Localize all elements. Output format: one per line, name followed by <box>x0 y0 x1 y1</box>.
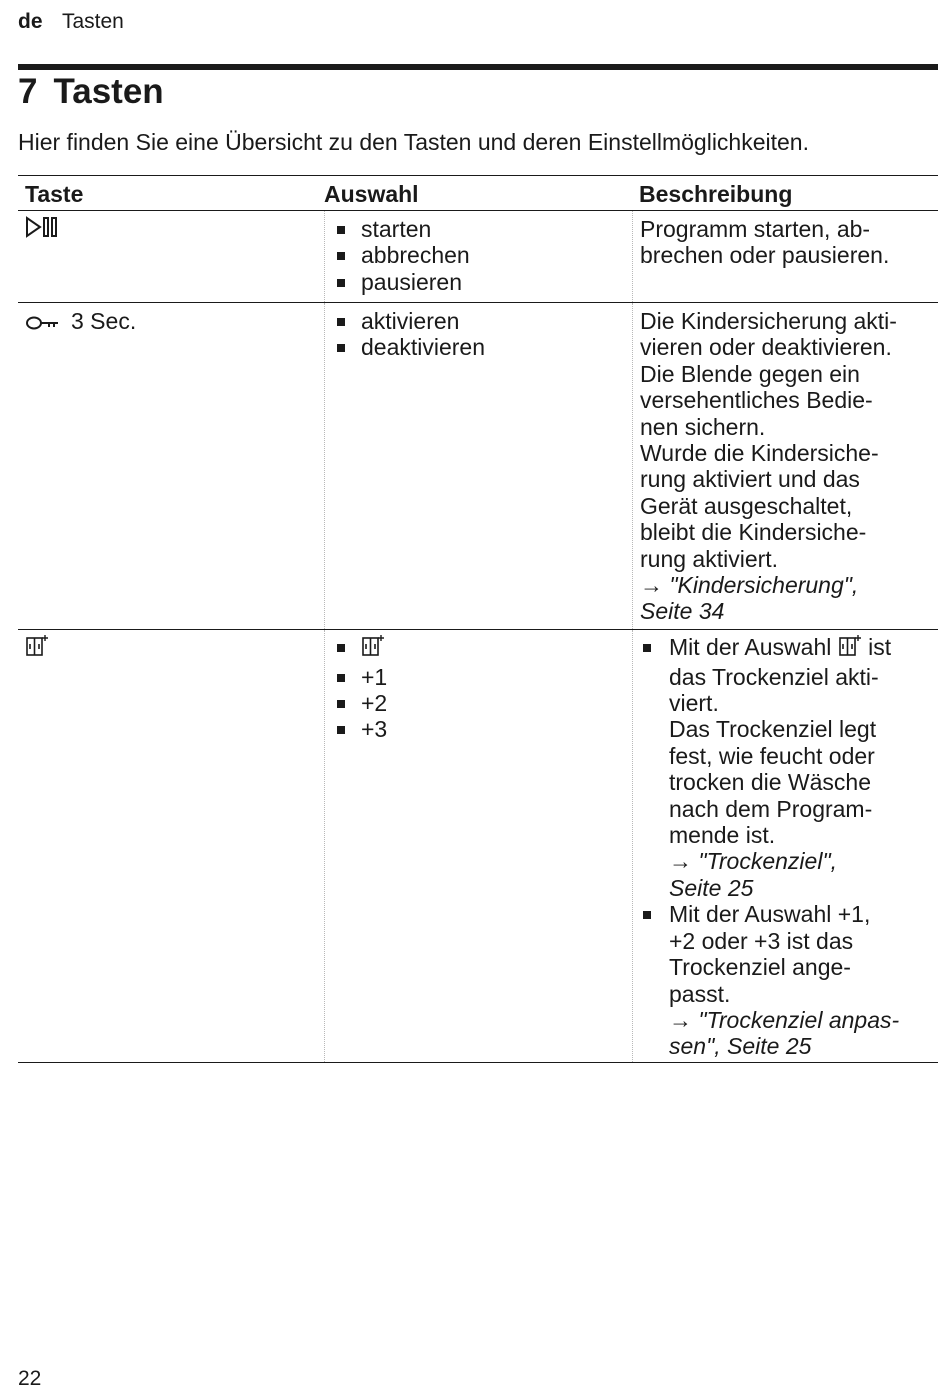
desc-line: fest, wie feucht oder <box>669 742 875 769</box>
selection-cell <box>324 630 632 1062</box>
desc-line: versehentliches Bedie- <box>640 387 873 414</box>
header-section-title: Tasten <box>61 10 124 33</box>
cross-reference-link[interactable]: → "Trockenziel", <box>669 848 837 875</box>
cross-reference-link[interactable]: sen", Seite 25 <box>669 1033 812 1060</box>
list-item <box>640 634 938 901</box>
description-cell <box>632 211 938 302</box>
desc-line: Wurde die Kindersiche- <box>640 440 879 467</box>
desc-line: Die Kindersicherung akti- <box>640 308 897 334</box>
header-description: Beschreibung <box>639 181 793 207</box>
cross-reference-link[interactable]: → "Trockenziel anpas- <box>669 1006 900 1033</box>
running-header <box>18 9 124 35</box>
desc-text: ist <box>868 634 892 660</box>
list-item: pausieren <box>325 269 632 295</box>
table-row <box>18 630 938 1063</box>
list-item: +2 <box>325 690 632 716</box>
header-key: Taste <box>25 181 84 207</box>
list-item: +3 <box>325 716 632 742</box>
desc-line: Programm starten, ab- <box>640 216 871 242</box>
chapter-heading <box>18 70 164 114</box>
list-item: aktivieren <box>325 308 632 334</box>
desc-line: passt. <box>669 980 731 1007</box>
dry-target-icon <box>361 634 385 663</box>
table-row <box>18 303 938 630</box>
desc-text: Mit der Auswahl <box>669 634 832 660</box>
selection-cell <box>324 303 632 629</box>
language-code: de <box>18 10 43 33</box>
keys-table <box>18 175 938 1063</box>
desc-line: Trockenziel ange- <box>669 954 851 981</box>
desc-line: Mit der Auswahl +1, <box>669 901 871 928</box>
selection-cell <box>324 211 632 302</box>
chapter-title: Tasten <box>53 72 164 111</box>
desc-line: +2 oder +3 ist das <box>669 927 854 954</box>
desc-line: brechen oder pausieren. <box>640 242 890 269</box>
desc-line: rung aktiviert und das <box>640 466 860 493</box>
key-icon <box>25 310 61 336</box>
list-item: abbrechen <box>325 242 632 268</box>
key-cell <box>18 211 324 302</box>
key-cell <box>18 630 324 1062</box>
desc-line: nen sichern. <box>640 413 766 440</box>
desc-line: trocken die Wäsche <box>669 769 871 796</box>
description-cell <box>632 303 938 629</box>
cross-reference-link[interactable]: → "Kindersicherung", <box>640 572 859 599</box>
dry-target-icon <box>25 634 49 663</box>
table-header-row <box>18 176 938 211</box>
cross-reference-link[interactable]: Seite 25 <box>669 874 754 901</box>
intro-text: Hier finden Sie eine Übersicht zu den Tasten und deren Einstellmöglichkeiten. <box>18 129 809 155</box>
desc-line: nach dem Program- <box>669 795 873 822</box>
list-item <box>640 901 938 1059</box>
desc-line: Die Blende gegen ein <box>640 360 860 387</box>
cross-reference-link[interactable]: Seite 34 <box>640 598 725 625</box>
page-number: 22 <box>18 1367 42 1390</box>
dry-target-icon <box>838 634 862 663</box>
table-row <box>18 211 938 303</box>
desc-line: Gerät ausgeschaltet, <box>640 492 853 519</box>
desc-line: rung aktiviert. <box>640 545 779 572</box>
key-duration-label: 3 Sec. <box>71 308 137 334</box>
list-item: deaktivieren <box>325 334 632 360</box>
play-pause-icon <box>25 216 59 243</box>
list-item <box>325 634 632 664</box>
header-selection: Auswahl <box>324 181 419 207</box>
list-item: starten <box>325 216 632 242</box>
desc-line: Das Trockenziel legt <box>669 716 877 743</box>
key-cell <box>18 303 324 629</box>
desc-line: das Trockenziel akti- <box>669 663 879 690</box>
desc-line: bleibt die Kindersiche- <box>640 519 867 546</box>
description-cell <box>632 630 938 1062</box>
list-item: +1 <box>325 664 632 690</box>
desc-line: vieren oder deaktivieren. <box>640 334 892 361</box>
desc-line: viert. <box>669 690 719 717</box>
chapter-number: 7 <box>18 72 38 111</box>
desc-line: mende ist. <box>669 822 776 849</box>
desc-line <box>669 634 938 664</box>
